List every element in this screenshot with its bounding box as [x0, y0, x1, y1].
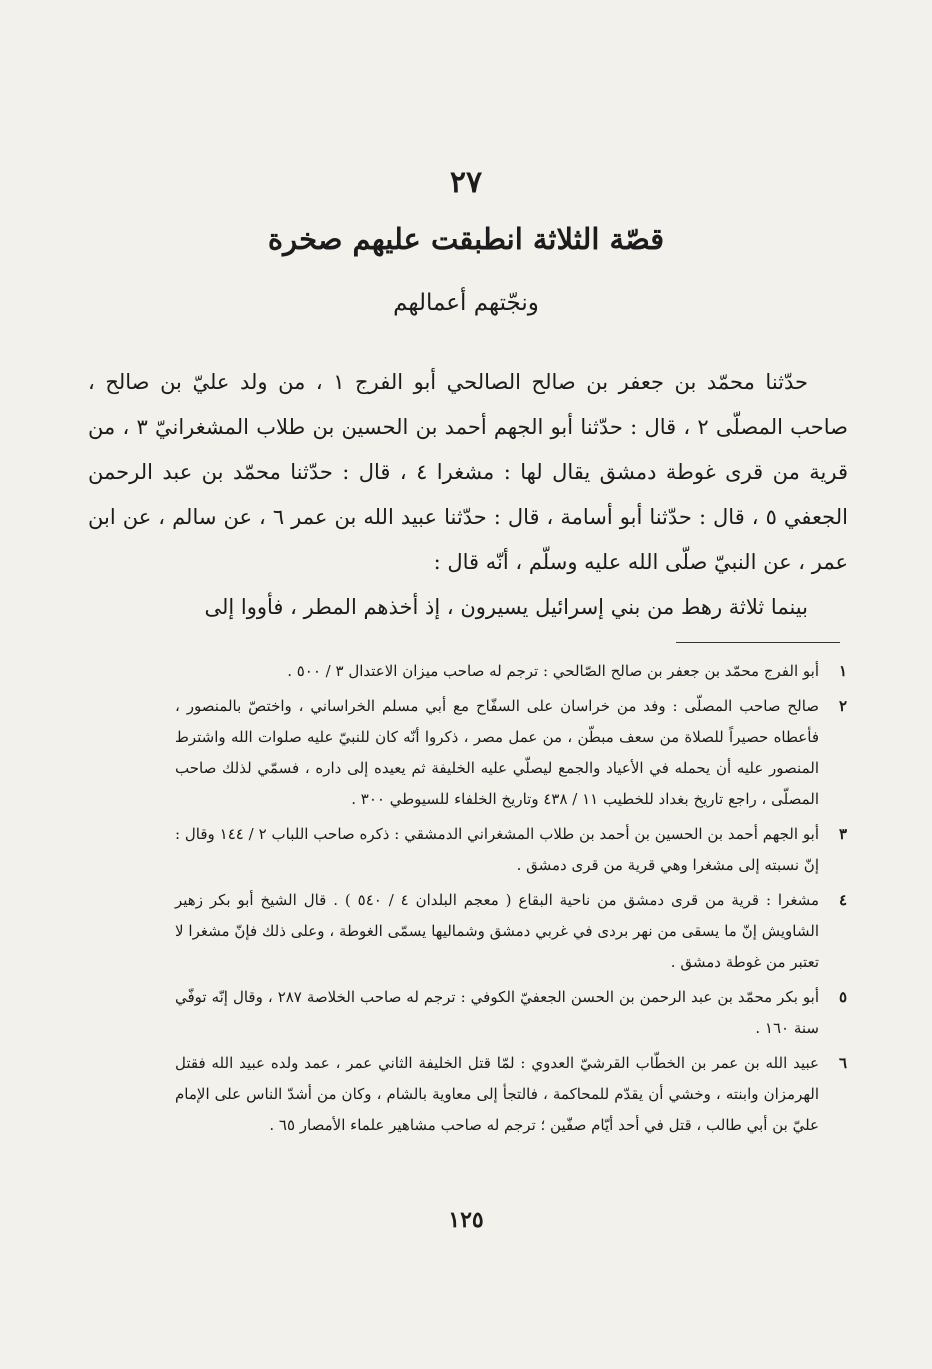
body-text [88, 360, 848, 630]
chapter-number: ٢٧ [449, 165, 483, 200]
footnote-number: ٣ [838, 825, 847, 843]
footnote-text: أبو الفرج محمّد بن جعفر بن صالح الصّالحي : ترجم له صاحب ميزان الاعتدال ٣ / ٥٠٠ . [287, 662, 819, 680]
footnote-number: ٥ [838, 988, 847, 1006]
footnote-number: ٦ [838, 1054, 847, 1072]
footnote-item [175, 885, 847, 978]
chapter-subtitle: ونجّتهم أعمالهم [393, 290, 539, 316]
footnote-item [175, 691, 847, 815]
page-number: ١٢٥ [448, 1207, 484, 1233]
footnote-item [175, 982, 847, 1044]
footnote-text: مشغرا : قرية من قرى دمشق من ناحية البقاع ( معجم البلدان ٤ / ٥٤٠ ) . قال الشيخ أبو بكر زهير الشاويش إنّ ما يسقى من نهر بردى في غربي دمشق وشماليها يسمّى الغوطة ، وعلى ذلك فإنّ مشغرا لا تعتبر من غوطة دمشق . [175, 891, 819, 971]
footnote-item [175, 1048, 847, 1141]
footnote-text: عبيد الله بن عمر بن الخطّاب القرشيّ العدوي : لمّا قتل الخليفة الثاني عمر ، عمد ولده عبيد الله فقتل الهرمزان وابنته ، وخشي أن يقدّم للمحاكمة ، فالتجأ إلى معاوية بالشام ، وكان من أشدّ الناس على الإمام عليّ بن أبي طالب ، قتل في أحد أيّام صفّين ؛ ترجم له صاحب مشاهير علماء الأمصار ٦٥ . [175, 1054, 820, 1134]
footnote-item [175, 656, 847, 687]
body-paragraph: بينما ثلاثة رهط من بني إسرائيل يسيرون ، إذ أخذهم المطر ، فأووا إلى [204, 595, 808, 619]
footnote-divider [676, 642, 840, 643]
footnote-text: صالح صاحب المصلّى : وفد من خراسان على السفّاح مع أبي مسلم الخراساني ، واختصّ بالمنصور ، فأعطاه حصيراً للصلاة من سعف مبطّن ، من عمل مصر ، ذكروا أنّه كان للنبيّ عليه صلوات الله واشترط المنصور عليه أن يحمله في الأعياد والجمع ليصلّي عليه الخليفة ثم يعيده إلى داره ، فسمّي لذلك صاحب المصلّى ، راجع تاريخ بغداد للخطيب ١١ / ٤٣٨ وتاريخ الخلفاء للسيوطي ٣٠٠ . [175, 697, 819, 808]
footnote-item [175, 819, 847, 881]
body-paragraph: حدّثنا محمّد بن جعفر بن صالح الصالحي أبو الفرج ١ ، من ولد عليّ بن صالح ، صاحب المصلّى ٢ ، قال : حدّثنا أبو الجهم أحمد بن الحسين بن طلاب المشغرانيّ ٣ ، من قرية من قرى غوطة دمشق يقال لها : مشغرا ٤ ، قال : حدّثنا محمّد بن عبد الرحمن الجعفي ٥ ، قال : حدّثنا أبو أسامة ، قال : حدّثنا عبيد الله بن عمر ٦ ، عن سالم ، عن ابن عمر ، عن النبيّ صلّى الله عليه وسلّم ، أنّه قال : [88, 370, 848, 574]
footnote-text: أبو بكر محمّد بن عبد الرحمن بن الحسن الجعفيّ الكوفي : ترجم له صاحب الخلاصة ٢٨٧ ، وقال إنّه توفّي سنة ١٦٠ . [175, 988, 820, 1037]
chapter-title: قصّة الثلاثة انطبقت عليهم صخرة [267, 222, 665, 256]
footnote-number: ٤ [838, 891, 847, 909]
footnotes [175, 656, 847, 1145]
footnote-number: ٢ [838, 697, 847, 715]
footnote-text: أبو الجهم أحمد بن الحسين بن أحمد بن طلاب المشغراني الدمشقي : ذكره صاحب اللباب ٢ / ١٤٤ وقال : إنّ نسبته إلى مشغرا وهي قرية من قرى دمشق . [175, 825, 819, 874]
footnote-number: ١ [838, 662, 847, 680]
